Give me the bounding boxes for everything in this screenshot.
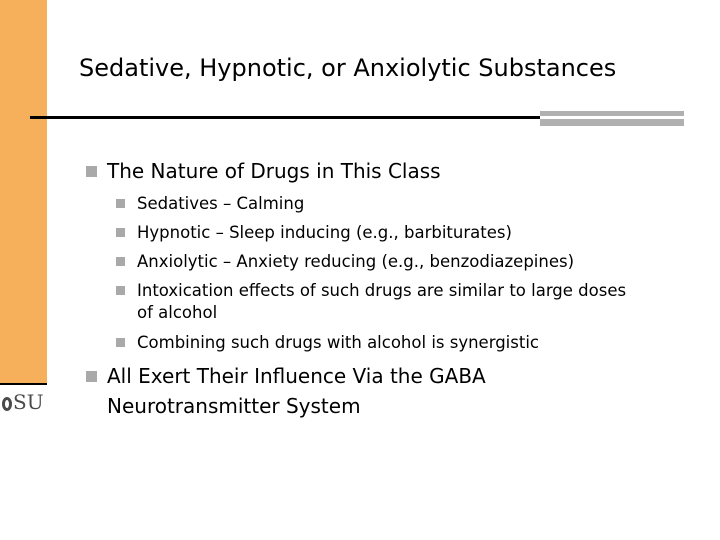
- sub-bullet-marker: [116, 228, 125, 237]
- sub-bullet-text-2: Hypnotic – Sleep inducing (e.g., barbiturates): [137, 223, 512, 242]
- sub-bullet-marker: [116, 338, 125, 347]
- sub-bullet-text-4: Intoxication effects of such drugs are similar to large doses: [137, 281, 627, 300]
- title-rule: [30, 116, 540, 119]
- osu-logo: [2, 391, 44, 413]
- sidebar-divider: [0, 383, 47, 385]
- logo-o-mark: [2, 397, 12, 411]
- bullet-text-2: All Exert Their Influence Via the GABA: [107, 364, 486, 388]
- sub-bullet-text-1: Sedatives – Calming: [137, 194, 305, 213]
- sub-bullet-marker: [116, 286, 125, 295]
- sub-bullet-marker: [116, 199, 125, 208]
- title-rule-accent: [540, 111, 684, 126]
- slide-title: Sedative, Hypnotic, or Anxiolytic Substances: [79, 54, 617, 82]
- bullet-text-2-cont: Neurotransmitter System: [107, 394, 361, 418]
- sub-bullet-text-5: Combining such drugs with alcohol is synergistic: [137, 333, 539, 352]
- logo-text: SU: [13, 390, 44, 414]
- bullet-marker: [86, 371, 97, 382]
- bullet-marker: [86, 166, 97, 177]
- accent-sidebar-bar: [0, 0, 47, 383]
- sub-bullet-text-4-cont: of alcohol: [137, 303, 218, 322]
- sub-bullet-marker: [116, 257, 125, 266]
- bullet-text-1: The Nature of Drugs in This Class: [107, 159, 441, 183]
- sub-bullet-text-3: Anxiolytic – Anxiety reducing (e.g., benzodiazepines): [137, 252, 575, 271]
